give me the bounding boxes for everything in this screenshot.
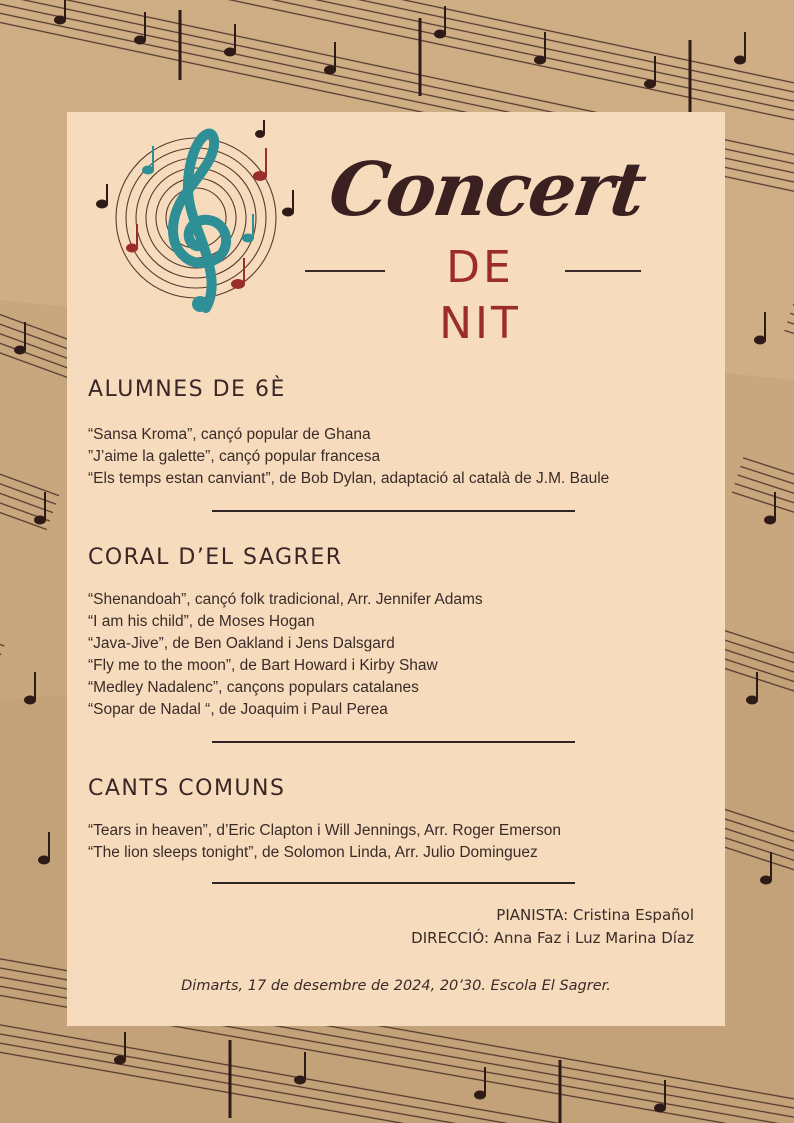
section-list-alumnes bbox=[88, 424, 609, 490]
list-item: “Tears in heaven”, d’Eric Clapton i Will Jennings, Arr. Roger Emerson bbox=[88, 822, 561, 839]
list-item: “Fly me to the moon”, de Bart Howard i Kirby Shaw bbox=[88, 657, 438, 674]
section-heading-cants: CANTS COMUNS bbox=[88, 776, 286, 801]
title-rule-right bbox=[565, 270, 641, 272]
section-heading-alumnes: ALUMNES DE 6È bbox=[88, 377, 286, 402]
credits-block bbox=[411, 904, 694, 950]
treble-clef-icon bbox=[88, 118, 303, 318]
section-divider bbox=[212, 741, 575, 743]
event-date-location: Dimarts, 17 de desembre de 2024, 20’30. Escola El Sagrer. bbox=[181, 978, 611, 994]
list-item: “Java-Jive”, de Ben Oakland i Jens Dalsgard bbox=[88, 635, 395, 652]
list-item: “I am his child”, de Moses Hogan bbox=[88, 613, 315, 630]
section-heading-coral: CORAL D’EL SAGRER bbox=[88, 545, 343, 570]
section-divider bbox=[212, 510, 575, 512]
title-rule-left bbox=[305, 270, 385, 272]
concert-title: Concert bbox=[323, 147, 650, 233]
section-divider bbox=[212, 882, 575, 884]
section-list-cants bbox=[88, 820, 561, 864]
pianist-credit: PIANISTA: Cristina Español bbox=[496, 906, 694, 924]
direction-credit: DIRECCIÓ: Anna Faz i Luz Marina Díaz bbox=[411, 929, 694, 947]
list-item: “Sansa Kroma”, cançó popular de Ghana bbox=[88, 426, 371, 443]
list-item: “Sopar de Nadal “, de Joaquim i Paul Perea bbox=[88, 701, 388, 718]
list-item: “Shenandoah”, cançó folk tradicional, Arr. Jennifer Adams bbox=[88, 591, 483, 608]
list-item: “Medley Nadalenc”, cançons populars catalanes bbox=[88, 679, 419, 696]
list-item: “The lion sleeps tonight”, de Solomon Linda, Arr. Julio Dominguez bbox=[88, 844, 538, 861]
list-item: ”J’aime la galette”, cançó popular francesa bbox=[88, 448, 381, 465]
list-item: “Els temps estan canviant”, de Bob Dylan, adaptació al català de J.M. Baule bbox=[88, 470, 610, 487]
concert-subtitle: DE NIT bbox=[439, 242, 521, 349]
section-list-coral bbox=[88, 589, 483, 721]
